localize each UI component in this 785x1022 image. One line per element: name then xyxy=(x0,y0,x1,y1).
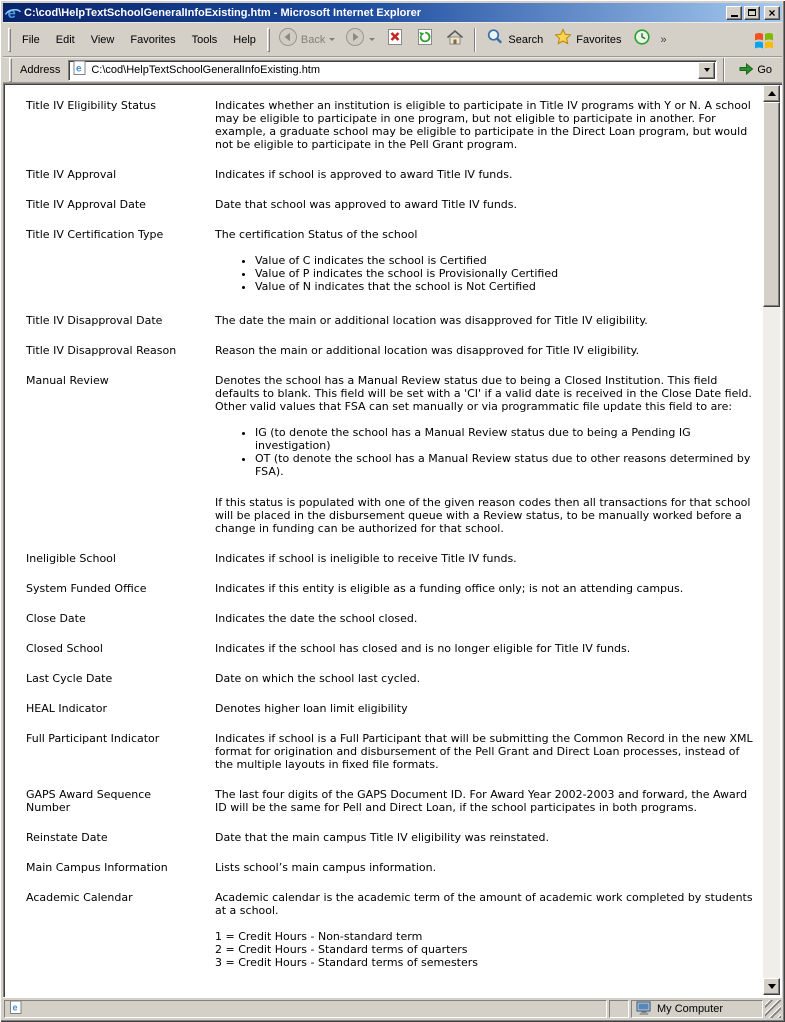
definition-paragraph: If this status is populated with one of the given reason codes then all transactions for that school will be placed in the disbursement queue with a Review status, to be manually worked before a change in funding can be authorized for that school. xyxy=(215,496,751,535)
bullet-item: • Value of C indicates the school is Certified xyxy=(255,254,760,267)
term-label: Manual Review xyxy=(26,374,109,387)
title-bar xyxy=(3,3,782,22)
definition-paragraph: Indicates if the school has closed and is no longer eligible for Title IV funds. xyxy=(215,642,631,655)
favorites-icon xyxy=(553,27,573,52)
svg-text:e: e xyxy=(12,1002,18,1013)
menu-item-file[interactable]: File xyxy=(22,33,40,46)
definition-paragraph: Indicates the date the school closed. xyxy=(215,612,418,625)
definition-text xyxy=(215,891,760,969)
definition-row xyxy=(26,99,763,151)
menu-item-tools[interactable]: Tools xyxy=(191,33,218,46)
definition-text xyxy=(215,831,760,844)
forward-icon xyxy=(345,27,365,52)
term-label: Last Cycle Date xyxy=(26,672,113,685)
definition-paragraph: The last four digits of the GAPS Document ID. For Award Year 2002-2003 and forward, the Award ID will be the same for Pell and Direct Loan, if the school participates in both programs. xyxy=(215,788,748,814)
definition-paragraph: Indicates if school is approved to award Title IV funds. xyxy=(215,168,513,181)
minimize-icon xyxy=(731,15,738,17)
resize-grip[interactable] xyxy=(765,1000,781,1018)
term-label: System Funded Office xyxy=(26,582,147,595)
menu-item-edit[interactable]: Edit xyxy=(55,33,75,46)
stop-button[interactable] xyxy=(380,25,410,55)
status-zone-pane xyxy=(631,1000,763,1018)
go-arrow-icon xyxy=(738,62,754,79)
definition-paragraph: Indicates whether an institution is eligible to participate in Title IV programs with Y or N. A school may be eligible to participate in one program, but not eligible to participate in another. For example, a graduate school may be eligible to participate in the Direct Loan program, but would not be eligible to participate in the Pell Grant program. xyxy=(215,99,751,151)
chevron-down-icon xyxy=(704,68,710,72)
maximize-icon xyxy=(748,9,756,16)
definition-row xyxy=(26,788,763,814)
definition-row xyxy=(26,891,763,969)
term-label: HEAL Indicator xyxy=(26,702,107,715)
definition-paragraph: The certification Status of the school xyxy=(215,228,418,241)
favorites-button[interactable] xyxy=(548,25,626,55)
svg-text:e: e xyxy=(7,4,16,21)
menu-bar xyxy=(14,23,264,56)
definition-row xyxy=(26,228,763,297)
minimize-button[interactable] xyxy=(726,6,742,20)
address-input[interactable] xyxy=(68,60,717,81)
definition-row xyxy=(26,552,763,565)
status-left-pane xyxy=(4,1000,607,1018)
vertical-scrollbar xyxy=(763,85,780,995)
go-button[interactable] xyxy=(731,58,779,82)
definition-paragraph: Lists school’s main campus information. xyxy=(215,861,437,874)
close-button[interactable] xyxy=(764,6,780,20)
menu-item-help[interactable]: Help xyxy=(233,33,256,46)
definition-text xyxy=(215,198,760,211)
windows-flag-icon xyxy=(748,28,780,52)
close-icon: × xyxy=(768,5,776,20)
scrollbar-track[interactable] xyxy=(763,102,780,978)
definition-text xyxy=(215,612,760,625)
definition-row xyxy=(26,732,763,771)
status-small-pane xyxy=(609,1000,629,1018)
definition-row xyxy=(26,168,763,181)
go-separator xyxy=(723,58,725,82)
term-label: Title IV Approval xyxy=(26,168,117,181)
forward-dropdown-icon xyxy=(369,38,375,41)
arrow-down-icon xyxy=(768,984,776,989)
search-button[interactable] xyxy=(480,25,548,55)
window-title: C:\cod\HelpTextSchoolGeneralInfoExisting.htm - Microsoft Internet Explorer xyxy=(24,6,422,19)
document-body xyxy=(5,85,763,995)
address-dropdown-button[interactable] xyxy=(698,62,715,79)
definition-paragraph: Date that school was approved to award Title IV funds. xyxy=(215,198,518,211)
definition-line: 3 = Credit Hours - Standard terms of semesters xyxy=(215,956,479,969)
definition-text xyxy=(215,344,760,357)
bullet-item: • Value of P indicates the school is Provisionally Certified xyxy=(255,267,760,280)
definition-text xyxy=(215,861,760,874)
refresh-icon xyxy=(415,27,435,52)
my-computer-icon xyxy=(636,1001,652,1018)
menu-item-view[interactable]: View xyxy=(90,33,115,46)
term-label: Title IV Approval Date xyxy=(26,198,146,211)
term-label: GAPS Award Sequence Number xyxy=(26,788,152,814)
toolbar xyxy=(273,23,748,56)
toolbar-grip[interactable] xyxy=(267,28,270,52)
refresh-button[interactable] xyxy=(410,25,440,55)
toolbar-separator xyxy=(474,28,476,52)
term-label: Academic Calendar xyxy=(26,891,133,904)
definition-paragraph: Indicates if this entity is eligible as a funding office only; is not an attending campus. xyxy=(215,582,684,595)
definition-row xyxy=(26,672,763,685)
term-label: Reinstate Date xyxy=(26,831,108,844)
status-bar xyxy=(3,997,782,1019)
definition-text xyxy=(215,374,760,535)
definition-row xyxy=(26,374,763,535)
definition-paragraph: Denotes the school has a Manual Review status due to being a Closed Institution. This field defaults to blank. This field will be set with a 'CI' if a valid date is received in the Close Date field. Other valid values that FSA can set manually or via programmatic file update this field to are: xyxy=(215,374,752,413)
definition-paragraph: Date on which the school last cycled. xyxy=(215,672,421,685)
definition-line: 2 = Credit Hours - Standard terms of quarters xyxy=(215,943,468,956)
bullet-item: • IG (to denote the school has a Manual Review status due to being a Pending IG investigation) xyxy=(255,426,760,452)
definition-text xyxy=(215,788,760,814)
term-label: Close Date xyxy=(26,612,86,625)
definition-line: 1 = Credit Hours - Non-standard term xyxy=(215,930,423,943)
definition-text xyxy=(215,642,760,655)
scrollbar-thumb[interactable] xyxy=(763,102,780,307)
definition-row xyxy=(26,344,763,357)
menu-toolbar-band xyxy=(3,22,782,57)
term-label: Full Participant Indicator xyxy=(26,732,160,745)
term-label: Title IV Certification Type xyxy=(26,228,164,241)
search-icon xyxy=(485,27,505,52)
content-area xyxy=(3,83,782,997)
status-zone-label: My Computer xyxy=(657,1003,724,1015)
page-icon xyxy=(73,60,87,81)
stop-icon xyxy=(385,27,405,52)
definition-text xyxy=(215,228,760,297)
definition-paragraph: Indicates if school is ineligible to receive Title IV funds. xyxy=(215,552,517,565)
term-label: Title IV Disapproval Reason xyxy=(26,344,177,357)
definition-text xyxy=(215,552,760,565)
maximize-button[interactable] xyxy=(744,6,760,20)
menu-grip[interactable] xyxy=(8,28,11,52)
definition-paragraph: Academic calendar is the academic term of the amount of academic work completed by students at a school. xyxy=(215,891,753,917)
toolbar-overflow-chevron[interactable]: » xyxy=(660,33,667,46)
definition-paragraph: Reason the main or additional location was disapproved for Title IV eligibility. xyxy=(215,344,640,357)
arrow-up-icon xyxy=(768,91,776,96)
definition-row xyxy=(26,612,763,625)
definition-text xyxy=(215,672,760,685)
definition-text xyxy=(215,702,760,715)
definition-bullet-list xyxy=(215,254,760,293)
home-icon xyxy=(445,27,465,52)
definition-paragraph: The date the main or additional location was disapproved for Title IV eligibility. xyxy=(215,314,648,327)
menu-item-favorites[interactable]: Favorites xyxy=(130,33,176,46)
back-icon xyxy=(278,27,298,52)
window-controls xyxy=(726,6,780,20)
definition-row xyxy=(26,702,763,715)
address-grip[interactable] xyxy=(9,58,12,82)
ie-logo-icon xyxy=(5,5,21,21)
definition-text xyxy=(215,168,760,181)
definition-paragraph: Date that the main campus Title IV eligibility was reinstated. xyxy=(215,831,549,844)
favorites-label: Favorites xyxy=(576,33,622,46)
address-value: C:\cod\HelpTextSchoolGeneralInfoExisting.htm xyxy=(91,64,321,76)
forward-button[interactable] xyxy=(340,25,380,55)
back-dropdown-icon xyxy=(329,38,335,41)
definition-row xyxy=(26,314,763,327)
definition-row xyxy=(26,831,763,844)
definition-row xyxy=(26,582,763,595)
term-label: Title IV Eligibility Status xyxy=(26,99,156,112)
definition-text xyxy=(215,314,760,327)
svg-text:e: e xyxy=(76,63,82,74)
definition-text xyxy=(215,99,760,151)
term-label: Ineligible School xyxy=(26,552,116,565)
back-button[interactable] xyxy=(273,25,340,55)
term-label: Main Campus Information xyxy=(26,861,168,874)
definition-text xyxy=(215,582,760,595)
go-label: Go xyxy=(757,64,772,76)
bullet-item: • Value of N indicates that the school is Not Certified xyxy=(255,280,760,293)
back-label: Back xyxy=(300,33,326,46)
status-page-icon xyxy=(9,1000,23,1018)
home-button[interactable] xyxy=(440,25,470,55)
address-bar xyxy=(3,57,782,83)
scroll-up-button[interactable] xyxy=(763,85,780,102)
definition-text xyxy=(215,732,760,771)
definition-row xyxy=(26,642,763,655)
definition-bullet-list xyxy=(215,426,760,478)
bullet-item: • OT (to denote the school has a Manual Review status due to other reasons determined by FSA). xyxy=(255,452,760,478)
definition-paragraph: Indicates if school is a Full Participant that will be submitting the Common Record in the new XML format for origination and disbursement of the Pell Grant and Direct Loan processes, instead of the multiple layouts in fixed file formats. xyxy=(215,732,753,771)
definition-paragraph: Denotes higher loan limit eligibility xyxy=(215,702,408,715)
definition-row xyxy=(26,198,763,211)
scroll-down-button[interactable] xyxy=(763,978,780,995)
term-label: Title IV Disapproval Date xyxy=(26,314,163,327)
history-button[interactable] xyxy=(627,25,657,55)
definition-row xyxy=(26,861,763,874)
address-label: Address xyxy=(20,64,61,76)
term-label: Closed School xyxy=(26,642,103,655)
search-label: Search xyxy=(508,33,544,46)
history-icon xyxy=(632,27,652,52)
